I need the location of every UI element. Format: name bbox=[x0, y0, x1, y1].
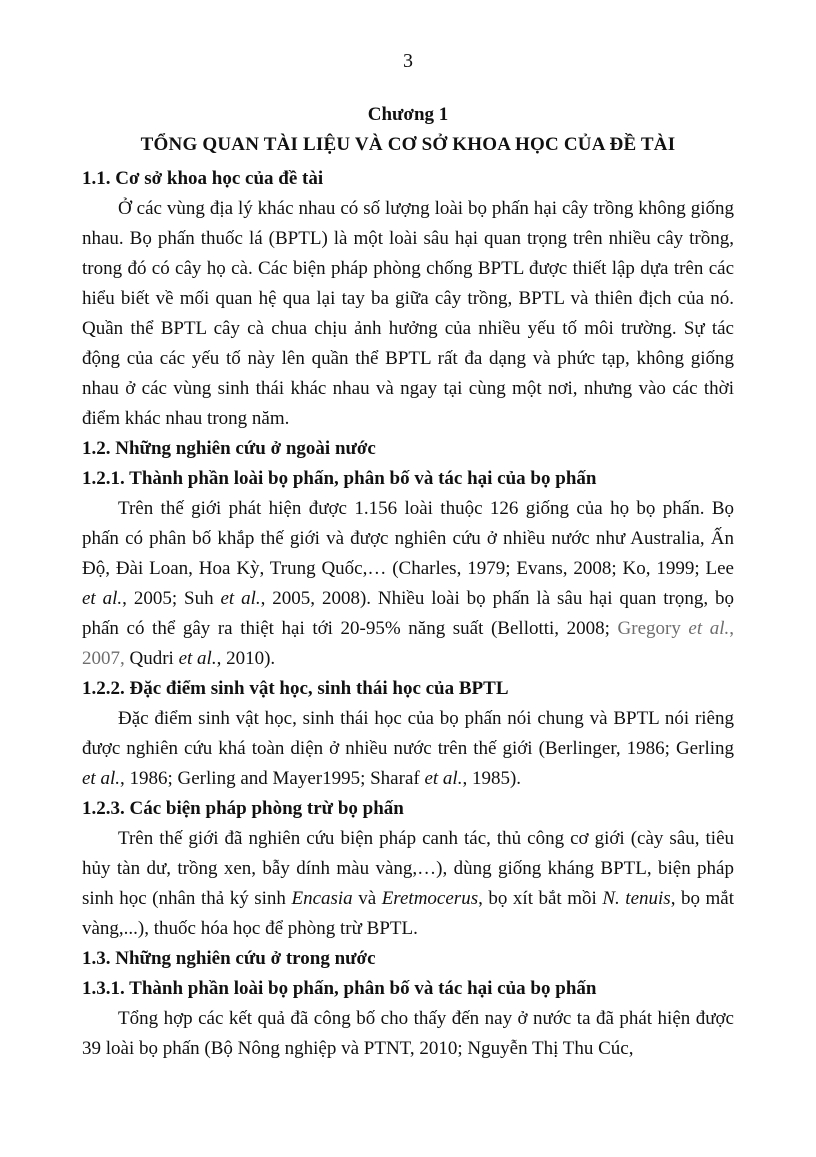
gray-italic-span: et al. bbox=[688, 618, 730, 639]
italic-span: Encasia bbox=[291, 888, 353, 909]
chapter-label: Chương 1 bbox=[367, 104, 449, 125]
paragraph-1-2-1 bbox=[82, 494, 734, 674]
italic-span: et al. bbox=[82, 768, 120, 789]
paragraph-1-2-2 bbox=[82, 704, 734, 794]
text-span: , bọ mắt vàng,...), thuốc hóa học để phòng trừ BPTL. bbox=[82, 888, 734, 939]
text-span: , bọ xít bắt mồi bbox=[478, 888, 603, 909]
text-span: và bbox=[352, 888, 382, 909]
gray-citation-span: , 2007, bbox=[82, 618, 734, 669]
text-span: Trên thế giới đã nghiên cứu biện pháp canh tác, thủ công cơ giới (cày sâu, tiêu hủy tàn dư, trồng xen, bẫy dính màu vàng,…), dùng giống kháng BPTL, biện pháp sinh học (nhân thả ký sinh bbox=[82, 828, 734, 909]
italic-span: et al. bbox=[220, 588, 261, 609]
paragraph-1-1: Ở các vùng địa lý khác nhau có số lượng loài bọ phấn hại cây trồng không giống nhau. Bọ phấn thuốc lá (BPTL) là một loài sâu hại quan trọng trên nhiều cây trồng, trong đó có cây họ cà. Các biện pháp phòng chống BPTL được thiết lập dựa trên các hiểu biết về mối quan hệ qua lại tay ba giữa cây trồng, BPTL và thiên địch của nó. Quần thể BPTL cây cà chua chịu ảnh hưởng của nhiều yếu tố môi trường. Sự tác động của các yếu tố này lên quần thể BPTL rất đa dạng và phức tạp, không giống nhau ở các vùng sinh thái khác nhau và ngay tại cùng một nơi, nhưng vào các thời điểm khác nhau trong năm. bbox=[82, 198, 734, 429]
text-span: , 1985). bbox=[462, 768, 522, 789]
chapter-title: TỔNG QUAN TÀI LIỆU VÀ CƠ SỞ KHOA HỌC CỦA ĐỀ TÀI bbox=[140, 134, 676, 155]
paragraph-1-2-3 bbox=[82, 824, 734, 944]
italic-span: et al. bbox=[178, 648, 217, 669]
text-span: Trên thế giới phát hiện được 1.156 loài thuộc 126 giống của họ bọ phấn. Bọ phấn có phân bố khắp thế giới và được nghiên cứu ở nhiều nước như Australia, Ấn Độ, Đài Loan, Hoa Kỳ, Trung Quốc,… (Charles, 1979; Evans, 2008; Ko, 1999; Lee bbox=[82, 498, 734, 579]
document-body bbox=[82, 164, 734, 1064]
italic-span: et al. bbox=[424, 768, 463, 789]
heading-1-3: 1.3. Những nghiên cứu ở trong nước bbox=[82, 948, 376, 969]
text-span: , 2005, 2008). Nhiều loài bọ phấn là sâu hại quan trọng, bọ phấn có thể gây ra thiệt hại tới 20-95% năng suất (Bellotti, 2008; bbox=[82, 588, 734, 639]
heading-1-2: 1.2. Những nghiên cứu ở ngoài nước bbox=[82, 438, 376, 459]
heading-1-3-1: 1.3.1. Thành phần loài bọ phấn, phân bố và tác hại của bọ phấn bbox=[82, 978, 597, 999]
heading-1-2-1: 1.2.1. Thành phần loài bọ phấn, phân bố và tác hại của bọ phấn bbox=[82, 468, 597, 489]
text-span: Đặc điểm sinh vật học, sinh thái học của bọ phấn nói chung và BPTL nói riêng được nghiên cứu khá toàn diện ở nhiều nước trên thế giới (Berlinger, 1986; Gerling bbox=[82, 708, 734, 759]
gray-citation-span: Gregory bbox=[617, 618, 689, 639]
italic-span: Eretmocerus bbox=[381, 888, 479, 909]
text-span: , 2010). bbox=[216, 648, 276, 669]
text-span: Qudri bbox=[124, 648, 179, 669]
text-span: , 2005; Suh bbox=[122, 588, 221, 609]
italic-span: N. tenuis bbox=[602, 888, 671, 909]
heading-1-1: 1.1. Cơ sở khoa học của đề tài bbox=[82, 168, 324, 189]
text-span: , 1986; Gerling and Mayer1995; Sharaf bbox=[120, 768, 425, 789]
italic-span: et al. bbox=[82, 588, 123, 609]
paragraph-1-3-1: Tổng hợp các kết quả đã công bố cho thấy đến nay ở nước ta đã phát hiện được 39 loài bọ phấn (Bộ Nông nghiệp và PTNT, 2010; Nguyễn Thị Thu Cúc, bbox=[82, 1008, 734, 1059]
heading-1-2-2: 1.2.2. Đặc điểm sinh vật học, sinh thái học của BPTL bbox=[82, 678, 509, 699]
heading-1-2-3: 1.2.3. Các biện pháp phòng trừ bọ phấn bbox=[82, 798, 404, 819]
page-number: 3 bbox=[403, 50, 413, 72]
